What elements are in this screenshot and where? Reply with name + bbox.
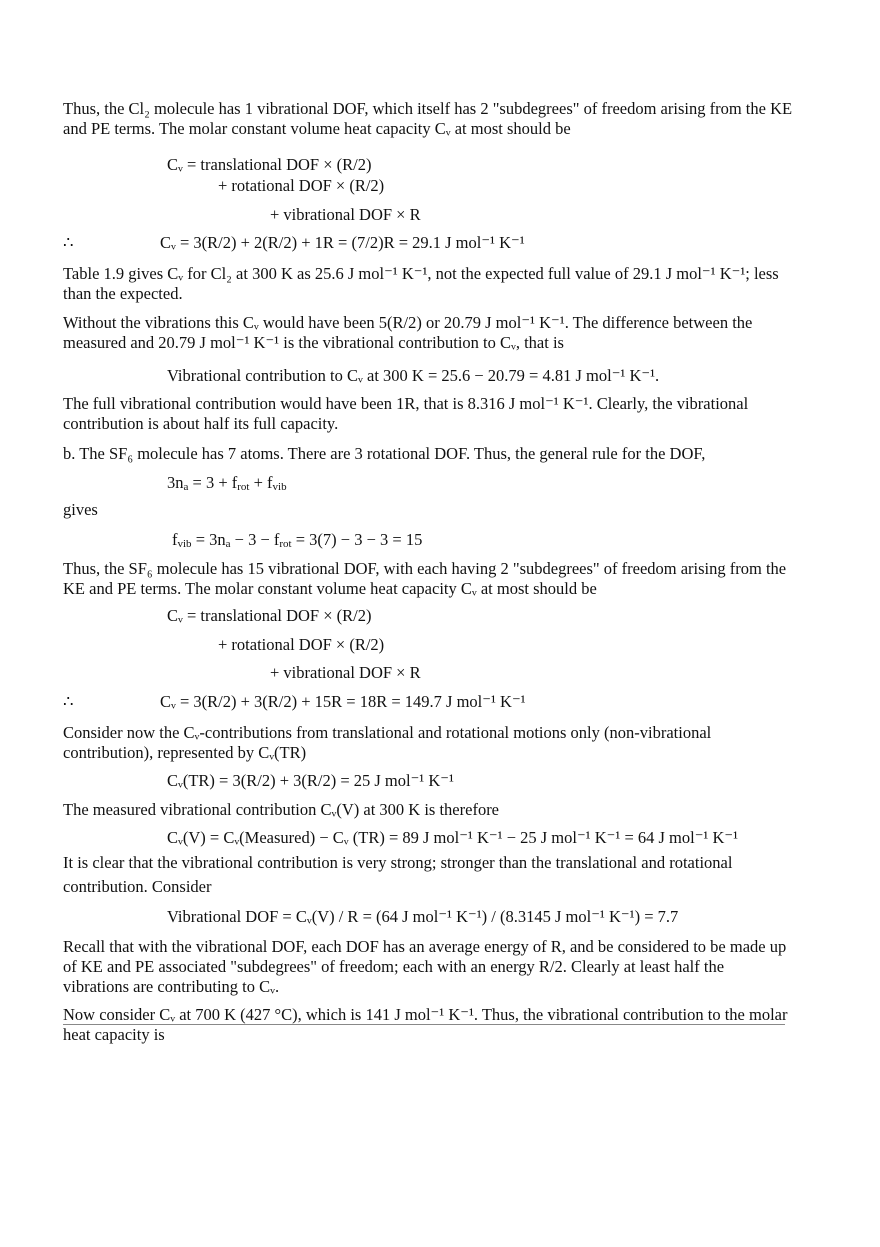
equation-cv-line1: Cᵥ = translational DOF × (R/2) (167, 155, 372, 174)
paragraph-cl2-dof: Thus, the Cl₂ molecule has 1 vibrational DOF, which itself has 2 "subdegrees" of freedom arising from the KE and PE terms. The molar constant volume heat capacity Cᵥ at most should be (63, 99, 793, 138)
paragraph-strong-contribution-line1: It is clear that the vibrational contribution is very strong; stronger than the translational and rotational (63, 853, 733, 872)
paragraph-table-1-9: Table 1.9 gives Cᵥ for Cl₂ at 300 K as 25.6 J mol⁻¹ K⁻¹, not the expected full value of 29.1 J mol⁻¹ K⁻¹; less than the expected. (63, 264, 779, 303)
equation-cv-result-sf6: Cᵥ = 3(R/2) + 3(R/2) + 15R = 18R = 149.7 J mol⁻¹ K⁻¹ (160, 692, 526, 711)
therefore-symbol-2: ∴ (63, 692, 74, 711)
paragraph-sf6-intro: b. The SF₆ molecule has 7 atoms. There are 3 rotational DOF. Thus, the general rule for the DOF, (63, 444, 706, 463)
equation-vibrational-contribution: Vibrational contribution to Cᵥ at 300 K = 25.6 − 20.79 = 4.81 J mol⁻¹ K⁻¹. (167, 366, 660, 385)
equation-dof-rule: 3na = 3 + frot + fvib (167, 473, 287, 493)
paragraph-700k: Now consider Cᵥ at 700 K (427 °C), which is 141 J mol⁻¹ K⁻¹. Thus, the vibrational contribution to the molar heat capacity is (63, 1005, 788, 1044)
equation-cv-result-cl2: Cᵥ = 3(R/2) + 2(R/2) + 1R = (7/2)R = 29.1 J mol⁻¹ K⁻¹ (160, 233, 525, 252)
equation-cv-tr: Cᵥ(TR) = 3(R/2) + 3(R/2) = 25 J mol⁻¹ K⁻¹ (167, 771, 454, 790)
equation-sf6-cv-line1: Cᵥ = translational DOF × (R/2) (167, 606, 372, 625)
paragraph-cv-tr-intro: Consider now the Cᵥ-contributions from translational and rotational motions only (non-vibrational contribution), represented by Cᵥ(TR) (63, 723, 712, 762)
equation-sf6-cv-line3: + vibrational DOF × R (270, 663, 421, 682)
paragraph-without-vibrations: Without the vibrations this Cᵥ would have been 5(R/2) or 20.79 J mol⁻¹ K⁻¹. The difference between the measured and 20.79 J mol⁻¹ K⁻¹ is the vibrational contribution to Cᵥ, that is (63, 313, 753, 352)
paragraph-full-vibrational: The full vibrational contribution would have been 1R, that is 8.316 J mol⁻¹ K⁻¹. Clearly, the vibrational contribution is about half its full capacity. (63, 394, 749, 433)
paragraph-measured-vibrational: The measured vibrational contribution Cᵥ(V) at 300 K is therefore (63, 800, 500, 819)
equation-sf6-cv-line2: + rotational DOF × (R/2) (218, 635, 385, 654)
equation-cv-v: Cᵥ(V) = Cᵥ(Measured) − Cᵥ (TR) = 89 J mol⁻¹ K⁻¹ − 25 J mol⁻¹ K⁻¹ = 64 J mol⁻¹ K⁻¹ (167, 828, 739, 847)
equation-cv-line3: + vibrational DOF × R (270, 205, 421, 224)
paragraph-sf6-dof: Thus, the SF₆ molecule has 15 vibrational DOF, with each having 2 "subdegrees" of freedom arising from the KE and PE terms. The molar constant volume heat capacity Cᵥ at most should be (63, 559, 787, 598)
divider-line (63, 1024, 785, 1025)
equation-cv-line2: + rotational DOF × (R/2) (218, 176, 385, 195)
therefore-symbol: ∴ (63, 233, 74, 252)
paragraph-recall: Recall that with the vibrational DOF, each DOF has an average energy of R, and be considered to be made up of KE and PE associated "subdegrees" of freedom; each with an energy R/2. Clearly at least half the vibrations are contributing to Cᵥ. (63, 937, 787, 996)
equation-vibrational-dof: Vibrational DOF = Cᵥ(V) / R = (64 J mol⁻¹ K⁻¹) / (8.3145 J mol⁻¹ K⁻¹) = 7.7 (167, 907, 679, 926)
equation-fvib: fvib = 3na − 3 − frot = 3(7) − 3 − 3 = 15 (172, 530, 423, 550)
paragraph-strong-contribution-line2: contribution. Consider (63, 877, 212, 896)
label-gives: gives (63, 500, 98, 519)
